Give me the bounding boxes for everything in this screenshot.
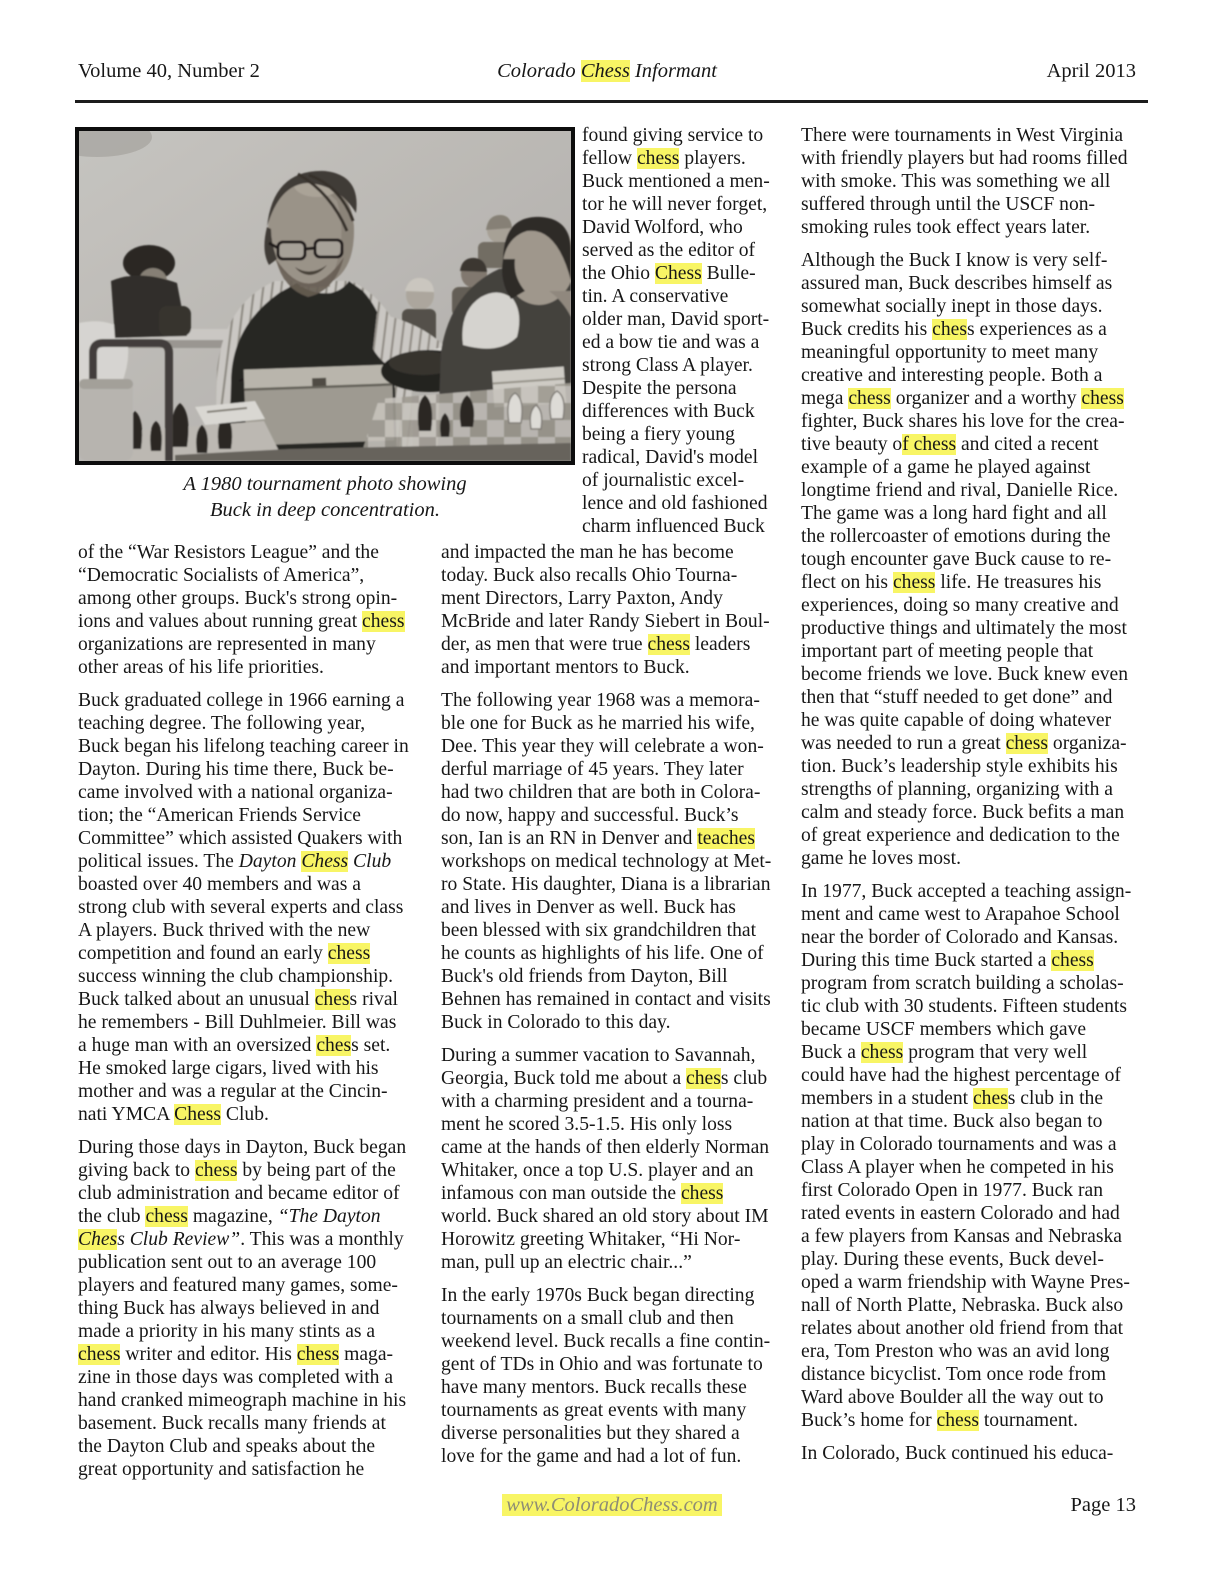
highlighted-text: chess bbox=[296, 1344, 340, 1365]
text-line: older man, David sport- bbox=[582, 309, 770, 330]
text-line: tournaments on a small club and then bbox=[441, 1308, 734, 1329]
text-line: In the early 1970s Buck began directing bbox=[441, 1285, 755, 1306]
text-line: competition and found an early chess bbox=[78, 943, 371, 964]
text-line: Although the Buck I know is very self- bbox=[801, 250, 1108, 271]
header-divider bbox=[75, 100, 1148, 103]
text-line: have many mentors. Buck recalls these bbox=[441, 1377, 747, 1398]
text-line: In Colorado, Buck continued his educa- bbox=[801, 1443, 1114, 1464]
text-line: a huge man with an oversized chess set. bbox=[78, 1035, 391, 1056]
text-line: nati YMCA Chess Club. bbox=[78, 1104, 269, 1125]
text-line: example of a game he played against bbox=[801, 457, 1091, 478]
text-line: near the border of Colorado and Kansas. bbox=[801, 927, 1119, 948]
highlighted-text: Chess bbox=[174, 1104, 221, 1125]
highlighted-text: chess bbox=[647, 634, 690, 655]
page-header bbox=[78, 60, 1136, 90]
issue-date: April 2013 bbox=[1046, 60, 1136, 82]
text-line: program from scratch building a scholas- bbox=[801, 973, 1124, 994]
paragraph bbox=[441, 541, 797, 679]
text-line: fellow chess players. bbox=[582, 148, 746, 169]
highlighted-text: chess bbox=[1005, 733, 1049, 754]
text-line: important part of meeting people that bbox=[801, 641, 1094, 662]
text-line: made a priority in his many stints as a bbox=[78, 1321, 376, 1342]
text-line: The following year 1968 was a memora- bbox=[441, 690, 760, 711]
text-line: Class A player when he competed in his bbox=[801, 1157, 1114, 1178]
text-line: with smoke. This was something we all bbox=[801, 171, 1111, 192]
text-line: tin. A conservative bbox=[582, 286, 729, 307]
photo-caption-line1: A 1980 tournament photo showing bbox=[183, 473, 467, 495]
text-line: The game was a long hard fight and all bbox=[801, 503, 1107, 524]
text-line: ment Directors, Larry Paxton, Andy bbox=[441, 588, 723, 609]
text-line: Dayton. During his time there, Buck be- bbox=[78, 759, 394, 780]
text-line: ble one for Buck as he married his wife, bbox=[441, 713, 755, 734]
text-line: Dee. This year they will celebrate a won- bbox=[441, 736, 764, 757]
text-line: productive things and ultimately the most bbox=[801, 618, 1127, 639]
text-line: strong Class A player. bbox=[582, 355, 753, 376]
text-line: love for the game and had a lot of fun. bbox=[441, 1446, 742, 1467]
text-line: Buck a chess program that very well bbox=[801, 1042, 1088, 1063]
column-3 bbox=[801, 124, 1157, 1475]
highlighted-text: chess bbox=[680, 1183, 724, 1204]
paragraph bbox=[441, 689, 797, 1034]
text-line: Buck graduated college in 1966 earning a bbox=[78, 690, 405, 711]
text-line: nall of North Platte, Nebraska. Buck also bbox=[801, 1295, 1124, 1316]
text-line: could have had the highest percentage of bbox=[801, 1065, 1121, 1086]
text-line: he remembers - Bill Duhlmeier. Bill was bbox=[78, 1012, 397, 1033]
text-line: son, Ian is an RN in Denver and teaches bbox=[441, 828, 755, 849]
highlighted-text: chess bbox=[362, 611, 405, 632]
text-line: Georgia, Buck told me about a chess club bbox=[441, 1068, 768, 1089]
text-line: first Colorado Open in 1977. Buck ran bbox=[801, 1180, 1104, 1201]
text-line: mother and was a regular at the Cincin- bbox=[78, 1081, 388, 1102]
text-line: game he loves most. bbox=[801, 848, 961, 869]
text-line: calm and steady force. Buck befits a man bbox=[801, 802, 1125, 823]
highlighted-text: Ches bbox=[78, 1229, 118, 1250]
photo-caption bbox=[75, 471, 575, 523]
highlighted-text: chess bbox=[78, 1344, 121, 1365]
text-line: do now, happy and successful. Buck’s bbox=[441, 805, 739, 826]
highlighted-text: ches bbox=[972, 1088, 1008, 1109]
text-line: play. During these events, Buck devel- bbox=[801, 1249, 1104, 1270]
text-line: found giving service to bbox=[582, 125, 764, 146]
paragraph bbox=[801, 880, 1157, 1432]
magazine-title: Colorado Chess Informant bbox=[497, 60, 717, 82]
text-line: A players. Buck thrived with the new bbox=[78, 920, 371, 941]
highlighted-text: chess bbox=[860, 1042, 904, 1063]
paragraph bbox=[801, 1442, 1157, 1465]
text-line: weekend level. Buck recalls a fine contin- bbox=[441, 1331, 771, 1352]
text-line: “Democratic Socialists of America”, bbox=[78, 565, 365, 586]
text-line: and important mentors to Buck. bbox=[441, 657, 690, 678]
text-line: he was quite capable of doing whatever bbox=[801, 710, 1112, 731]
text-line: of the “War Resistors League” and the bbox=[78, 542, 379, 563]
text-line: members in a student chess club in the bbox=[801, 1088, 1104, 1109]
highlighted-text: Chess bbox=[301, 851, 349, 872]
column-2-upper bbox=[582, 124, 798, 548]
paragraph bbox=[78, 689, 434, 1126]
text-line: der, as men that were true chess leaders bbox=[441, 634, 751, 655]
text-line: distance bicyclist. Tom once rode from bbox=[801, 1364, 1107, 1385]
text-line: workshops on medical technology at Met- bbox=[441, 851, 772, 872]
text-line: and impacted the man he has become bbox=[441, 542, 734, 563]
text-line: gent of TDs in Ohio and was fortunate to bbox=[441, 1354, 763, 1375]
text-line: giving back to chess by being part of the bbox=[78, 1160, 396, 1181]
text-line: zine in those days was completed with a bbox=[78, 1367, 394, 1388]
text-line: diverse personalities but they shared a bbox=[441, 1423, 740, 1444]
text-line: of great experience and dedication to the bbox=[801, 825, 1120, 846]
text-line: radical, David's model bbox=[582, 447, 759, 468]
column-1 bbox=[78, 541, 434, 1491]
footer bbox=[0, 1494, 1224, 1517]
text-line: the Dayton Club and speaks about the bbox=[78, 1436, 376, 1457]
text-line: man, pull up an electric chair...” bbox=[441, 1252, 692, 1273]
text-line: creative and interesting people. Both a bbox=[801, 365, 1103, 386]
text-line: the rollercoaster of emotions during the bbox=[801, 526, 1111, 547]
text-line: political issues. The Dayton Chess Club bbox=[78, 851, 392, 872]
text-line: mega chess organizer and a worthy chess bbox=[801, 388, 1124, 409]
highlighted-text: chess bbox=[1081, 388, 1124, 409]
highlighted-text: chess bbox=[936, 1410, 979, 1431]
text-line: with friendly players but had rooms filled bbox=[801, 148, 1128, 169]
highlighted-text: ches bbox=[932, 319, 967, 340]
text-line: become friends we love. Buck knew even bbox=[801, 664, 1128, 685]
text-line: Buck in Colorado to this day. bbox=[441, 1012, 671, 1033]
text-line: players and featured many games, some- bbox=[78, 1275, 398, 1296]
text-line: tough encounter gave Buck cause to re- bbox=[801, 549, 1112, 570]
text-line: became USCF members which gave bbox=[801, 1019, 1087, 1040]
text-line: During a summer vacation to Savannah, bbox=[441, 1045, 756, 1066]
page-number: Page 13 bbox=[1070, 1494, 1136, 1516]
text-line: Buck talked about an unusual chess rival bbox=[78, 989, 398, 1010]
text-line: infamous con man outside the chess bbox=[441, 1183, 724, 1204]
text-line: was needed to run a great chess organiza- bbox=[801, 733, 1127, 754]
highlighted-text: Chess bbox=[654, 263, 702, 284]
text-line: had two children that are both in Colora- bbox=[441, 782, 761, 803]
text-line: Ward above Boulder all the way out to bbox=[801, 1387, 1104, 1408]
text-line: oped a warm friendship with Wayne Pres- bbox=[801, 1272, 1130, 1293]
text-line: During this time Buck started a chess bbox=[801, 950, 1094, 971]
text-line: tion. Buck’s leadership style exhibits his bbox=[801, 756, 1118, 777]
text-line: ment he scored 3.5-1.5. His only loss bbox=[441, 1114, 733, 1135]
text-line: He smoked large cigars, lived with his bbox=[78, 1058, 379, 1079]
paragraph bbox=[441, 1284, 797, 1468]
highlighted-text: chess bbox=[327, 943, 371, 964]
paragraph bbox=[441, 1044, 797, 1274]
text-line: a few players from Kansas and Nebraska bbox=[801, 1226, 1122, 1247]
text-line: hand cranked mimeograph machine in his bbox=[78, 1390, 407, 1411]
text-line: Buck credits his chess experiences as a bbox=[801, 319, 1107, 340]
paragraph bbox=[801, 124, 1157, 239]
text-line: Buck began his lifelong teaching career in bbox=[78, 736, 409, 757]
text-line: chess writer and editor. His chess maga- bbox=[78, 1344, 394, 1365]
text-line: tournaments as great events with many bbox=[441, 1400, 747, 1421]
text-line: somewhat socially inept in those days. bbox=[801, 296, 1103, 317]
highlighted-text: chess bbox=[636, 148, 680, 169]
text-line: club administration and became editor of bbox=[78, 1183, 400, 1204]
text-line: great opportunity and satisfaction he bbox=[78, 1459, 365, 1480]
highlighted-text: chess bbox=[848, 388, 891, 409]
text-line: tion; the “American Friends Service bbox=[78, 805, 361, 826]
paragraph bbox=[801, 249, 1157, 870]
highlighted-text: f chess bbox=[902, 434, 957, 455]
text-line: thing Buck has always believed in and bbox=[78, 1298, 380, 1319]
text-line: Behnen has remained in contact and visits bbox=[441, 989, 771, 1010]
text-line: charm influenced Buck bbox=[582, 516, 765, 537]
text-line: success winning the club championship. bbox=[78, 966, 394, 987]
highlighted-text: ches bbox=[316, 1035, 352, 1056]
paragraph bbox=[582, 124, 798, 538]
text-line: derful marriage of 45 years. They later bbox=[441, 759, 744, 780]
volume-info: Volume 40, Number 2 bbox=[78, 60, 260, 82]
text-line: ment and came west to Arapahoe School bbox=[801, 904, 1120, 925]
text-line: meaningful opportunity to meet many bbox=[801, 342, 1099, 363]
text-line: play in Colorado tournaments and was a bbox=[801, 1134, 1117, 1155]
text-line: teaching degree. The following year, bbox=[78, 713, 366, 734]
text-line: tor he will never forget, bbox=[582, 194, 768, 215]
text-line: Horowitz greeting Whitaker, “Hi Nor- bbox=[441, 1229, 741, 1250]
text-line: McBride and later Randy Siebert in Boul- bbox=[441, 611, 770, 632]
paragraph bbox=[78, 541, 434, 679]
text-line: nation at that time. Buck also began to bbox=[801, 1111, 1103, 1132]
text-line: Whitaker, once a top U.S. player and an bbox=[441, 1160, 754, 1181]
text-line: tic club with 30 students. Fifteen students bbox=[801, 996, 1127, 1017]
text-line: lence and old fashioned bbox=[582, 493, 768, 514]
text-line: ions and values about running great chess bbox=[78, 611, 405, 632]
text-line: other areas of his life priorities. bbox=[78, 657, 324, 678]
text-line: he counts as highlights of his life. One of bbox=[441, 943, 764, 964]
photo-caption-line2: Buck in deep concentration. bbox=[210, 499, 440, 521]
text-line: Buck's old friends from Dayton, Bill bbox=[441, 966, 728, 987]
text-line: tive beauty of chess and cited a recent bbox=[801, 434, 1099, 455]
highlighted-text: chess bbox=[892, 572, 936, 593]
text-line: came at the hands of then elderly Norman bbox=[441, 1137, 770, 1158]
text-line: rated events in eastern Colorado and had bbox=[801, 1203, 1120, 1224]
text-line: ro State. His daughter, Diana is a librarian bbox=[441, 874, 771, 895]
text-line: of journalistic excel- bbox=[582, 470, 745, 491]
highlighted-text: teaches bbox=[697, 828, 755, 849]
text-line: being a fiery young bbox=[582, 424, 735, 445]
text-line: came involved with a national organiza- bbox=[78, 782, 393, 803]
tournament-photo bbox=[75, 127, 575, 465]
text-line: strong club with several experts and class bbox=[78, 897, 404, 918]
text-line: Despite the persona bbox=[582, 378, 737, 399]
text-line: Chess Club Review”. This was a monthly bbox=[78, 1229, 404, 1250]
text-line: world. Buck shared an old story about IM bbox=[441, 1206, 769, 1227]
text-line: and lives in Denver as well. Buck has bbox=[441, 897, 736, 918]
text-line: then that “stuff needed to get done” and bbox=[801, 687, 1113, 708]
website-link[interactable]: www.ColoradoChess.com bbox=[502, 1494, 721, 1516]
text-line: David Wolford, who bbox=[582, 217, 743, 238]
text-line: boasted over 40 members and was a bbox=[78, 874, 361, 895]
text-line: flect on his chess life. He treasures his bbox=[801, 572, 1102, 593]
text-line: There were tournaments in West Virginia bbox=[801, 125, 1124, 146]
text-line: longtime friend and rival, Danielle Rice. bbox=[801, 480, 1119, 501]
highlighted-text: ches bbox=[686, 1068, 721, 1089]
text-line: served as the editor of bbox=[582, 240, 756, 261]
text-line: organizations are represented in many bbox=[78, 634, 376, 655]
text-line: strengths of planning, organizing with a bbox=[801, 779, 1113, 800]
text-line: among other groups. Buck's strong opin- bbox=[78, 588, 398, 609]
highlighted-text: chess bbox=[1051, 950, 1094, 971]
text-line: differences with Buck bbox=[582, 401, 755, 422]
text-line: Buck mentioned a men- bbox=[582, 171, 770, 192]
column-2 bbox=[441, 541, 797, 1478]
text-line: Committee” which assisted Quakers with bbox=[78, 828, 403, 849]
text-line: era, Tom Preston who was an avid long bbox=[801, 1341, 1110, 1362]
highlighted-text: ches bbox=[314, 989, 350, 1010]
text-line: ed a bow tie and was a bbox=[582, 332, 760, 353]
text-line: the Ohio Chess Bulle- bbox=[582, 263, 756, 284]
text-line: During those days in Dayton, Buck began bbox=[78, 1137, 407, 1158]
text-line: with a charming president and a tourna- bbox=[441, 1091, 754, 1112]
text-line: experiences, doing so many creative and bbox=[801, 595, 1119, 616]
text-line: been blessed with six grandchildren that bbox=[441, 920, 757, 941]
paragraph bbox=[78, 1136, 434, 1481]
text-line: the club chess magazine, “The Dayton bbox=[78, 1206, 381, 1227]
highlighted-text: chess bbox=[195, 1160, 238, 1181]
text-line: smoking rules took effect years later. bbox=[801, 217, 1091, 238]
text-line: suffered through until the USCF non- bbox=[801, 194, 1096, 215]
text-line: basement. Buck recalls many friends at bbox=[78, 1413, 386, 1434]
text-line: In 1977, Buck accepted a teaching assign- bbox=[801, 881, 1132, 902]
text-line: today. Buck also recalls Ohio Tourna- bbox=[441, 565, 738, 586]
text-line: assured man, Buck describes himself as bbox=[801, 273, 1113, 294]
highlighted-text: Chess bbox=[580, 60, 630, 82]
text-line: publication sent out to an average 100 bbox=[78, 1252, 377, 1273]
text-line: relates about another old friend from that bbox=[801, 1318, 1124, 1339]
highlighted-text: chess bbox=[145, 1206, 188, 1227]
text-line: Buck’s home for chess tournament. bbox=[801, 1410, 1078, 1431]
text-line: fighter, Buck shares his love for the crea- bbox=[801, 411, 1125, 432]
